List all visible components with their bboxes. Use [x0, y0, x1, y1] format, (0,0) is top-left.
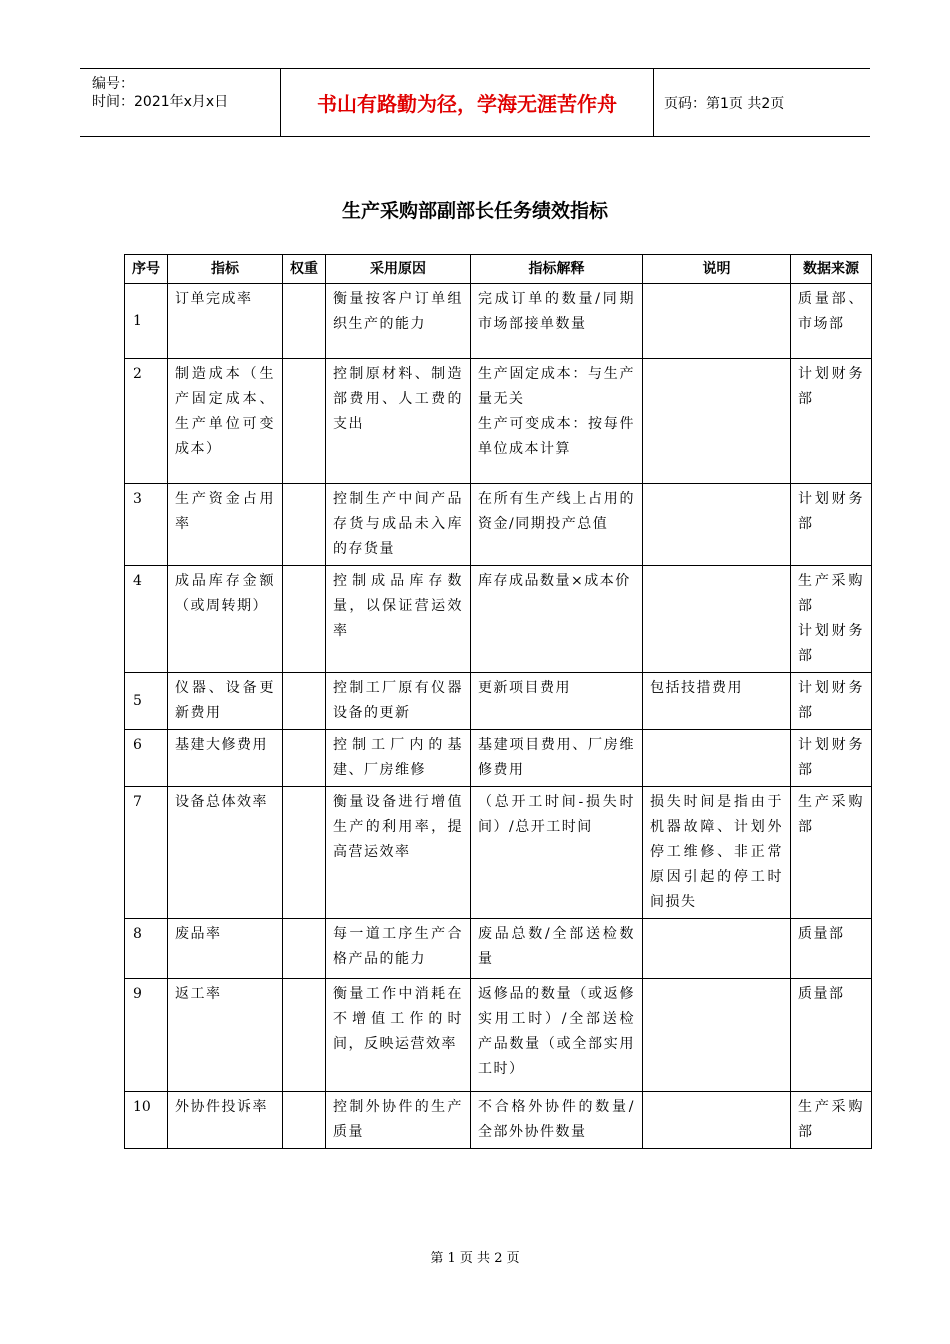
- table-row: [125, 730, 872, 787]
- note-cell: [643, 919, 791, 979]
- source-cell: 生产采购部: [791, 1092, 872, 1149]
- weight-cell: [283, 919, 326, 979]
- weight-cell: [283, 566, 326, 673]
- page-footer: 第 1 页 共 2 页: [430, 1251, 520, 1266]
- column-header: 说明: [643, 255, 791, 284]
- explain-cell: 返修品的数量（或返修实用工时）/全部送检产品数量（或全部实用工时）: [471, 979, 643, 1092]
- explain-cell: 不合格外协件的数量/全部外协件数量: [471, 1092, 643, 1149]
- kpi-table: [124, 254, 872, 1149]
- note-cell: [643, 979, 791, 1092]
- note-cell: 损失时间是指由于机器故障、计划外停工维修、非正常原因引起的停工时间损失: [643, 787, 791, 919]
- note-cell: [643, 1092, 791, 1149]
- indicator-cell: 成品库存金额（或周转期）: [168, 566, 283, 673]
- indicator-cell: 生产资金占用率: [168, 484, 283, 566]
- explain-cell: 库存成品数量×成本价: [471, 566, 643, 673]
- source-cell: 计划财务部: [791, 359, 872, 484]
- explain-cell: 废品总数/全部送检数量: [471, 919, 643, 979]
- explain-cell: 在所有生产线上占用的资金/同期投产总值: [471, 484, 643, 566]
- note-cell: [643, 484, 791, 566]
- column-header: 权重: [283, 255, 326, 284]
- explain-cell: 完成订单的数量/同期市场部接单数量: [471, 284, 643, 359]
- column-header: 指标解释: [471, 255, 643, 284]
- reason-cell: 控制工厂内的基建、厂房维修: [326, 730, 471, 787]
- source-cell: 生产采购部 计划财务部: [791, 566, 872, 673]
- indicator-cell: 返工率: [168, 979, 283, 1092]
- table-row: [125, 284, 872, 359]
- row-number: 8: [125, 919, 168, 979]
- explain-cell: 更新项目费用: [471, 673, 643, 730]
- column-header: 序号: [125, 255, 168, 284]
- source-cell: 计划财务部: [791, 730, 872, 787]
- source-cell: 生产采购部: [791, 787, 872, 919]
- weight-cell: [283, 730, 326, 787]
- source-cell: 质量部: [791, 979, 872, 1092]
- reason-cell: 控制原材料、制造部费用、人工费的支出: [326, 359, 471, 484]
- header-motto: 书山有路勤为径，学海无涯苦作舟: [281, 69, 654, 136]
- table-row: [125, 484, 872, 566]
- table-row: [125, 673, 872, 730]
- explain-cell: 基建项目费用、厂房维修费用: [471, 730, 643, 787]
- reason-cell: 控制工厂原有仪器设备的更新: [326, 673, 471, 730]
- table-row: [125, 1092, 872, 1149]
- indicator-cell: 订单完成率: [168, 284, 283, 359]
- row-number: 4: [125, 566, 168, 673]
- explain-cell: 生产固定成本：与生产量无关 生产可变成本：按每件单位成本计算: [471, 359, 643, 484]
- row-number: 5: [125, 673, 168, 730]
- page-header: [80, 68, 870, 137]
- reason-cell: 衡量工作中消耗在不增值工作的时间，反映运营效率: [326, 979, 471, 1092]
- header-page-info: 页码：第1页 共2页: [664, 95, 785, 112]
- table-row: [125, 787, 872, 919]
- note-cell: [643, 359, 791, 484]
- reason-cell: 控制成品库存数量，以保证营运效率: [326, 566, 471, 673]
- row-number: 3: [125, 484, 168, 566]
- indicator-cell: 仪器、设备更新费用: [168, 673, 283, 730]
- source-cell: 质量部: [791, 919, 872, 979]
- table-header-row: [125, 255, 872, 284]
- header-meta: [80, 69, 281, 136]
- table-body: [125, 284, 872, 1149]
- weight-cell: [283, 673, 326, 730]
- document-date-label: 时间：2021年x月x日: [92, 94, 229, 110]
- indicator-cell: 外协件投诉率: [168, 1092, 283, 1149]
- row-number: 1: [125, 284, 168, 359]
- table-row: [125, 566, 872, 673]
- reason-cell: 衡量按客户订单组织生产的能力: [326, 284, 471, 359]
- column-header: 数据来源: [791, 255, 872, 284]
- note-cell: [643, 284, 791, 359]
- weight-cell: [283, 979, 326, 1092]
- indicator-cell: 设备总体效率: [168, 787, 283, 919]
- column-header: 指标: [168, 255, 283, 284]
- table-row: [125, 919, 872, 979]
- column-header: 采用原因: [326, 255, 471, 284]
- table-row: [125, 359, 872, 484]
- document-number-label: 编号：: [92, 76, 134, 92]
- indicator-cell: 废品率: [168, 919, 283, 979]
- source-cell: 计划财务部: [791, 673, 872, 730]
- row-number: 9: [125, 979, 168, 1092]
- weight-cell: [283, 484, 326, 566]
- indicator-cell: 基建大修费用: [168, 730, 283, 787]
- reason-cell: 控制生产中间产品存货与成品未入库的存货量: [326, 484, 471, 566]
- note-cell: [643, 730, 791, 787]
- note-cell: [643, 566, 791, 673]
- reason-cell: 衡量设备进行增值生产的利用率，提高营运效率: [326, 787, 471, 919]
- explain-cell: （总开工时间-损失时间）/总开工时间: [471, 787, 643, 919]
- row-number: 6: [125, 730, 168, 787]
- weight-cell: [283, 1092, 326, 1149]
- note-cell: 包括技措费用: [643, 673, 791, 730]
- document-title: 生产采购部副部长任务绩效指标: [341, 200, 608, 222]
- row-number: 7: [125, 787, 168, 919]
- source-cell: 质量部、市场部: [791, 284, 872, 359]
- weight-cell: [283, 284, 326, 359]
- weight-cell: [283, 359, 326, 484]
- table-row: [125, 979, 872, 1092]
- row-number: 2: [125, 359, 168, 484]
- indicator-cell: 制造成本（生产固定成本、生产单位可变成本）: [168, 359, 283, 484]
- weight-cell: [283, 787, 326, 919]
- reason-cell: 控制外协件的生产质量: [326, 1092, 471, 1149]
- row-number: 10: [125, 1092, 168, 1149]
- reason-cell: 每一道工序生产合格产品的能力: [326, 919, 471, 979]
- source-cell: 计划财务部: [791, 484, 872, 566]
